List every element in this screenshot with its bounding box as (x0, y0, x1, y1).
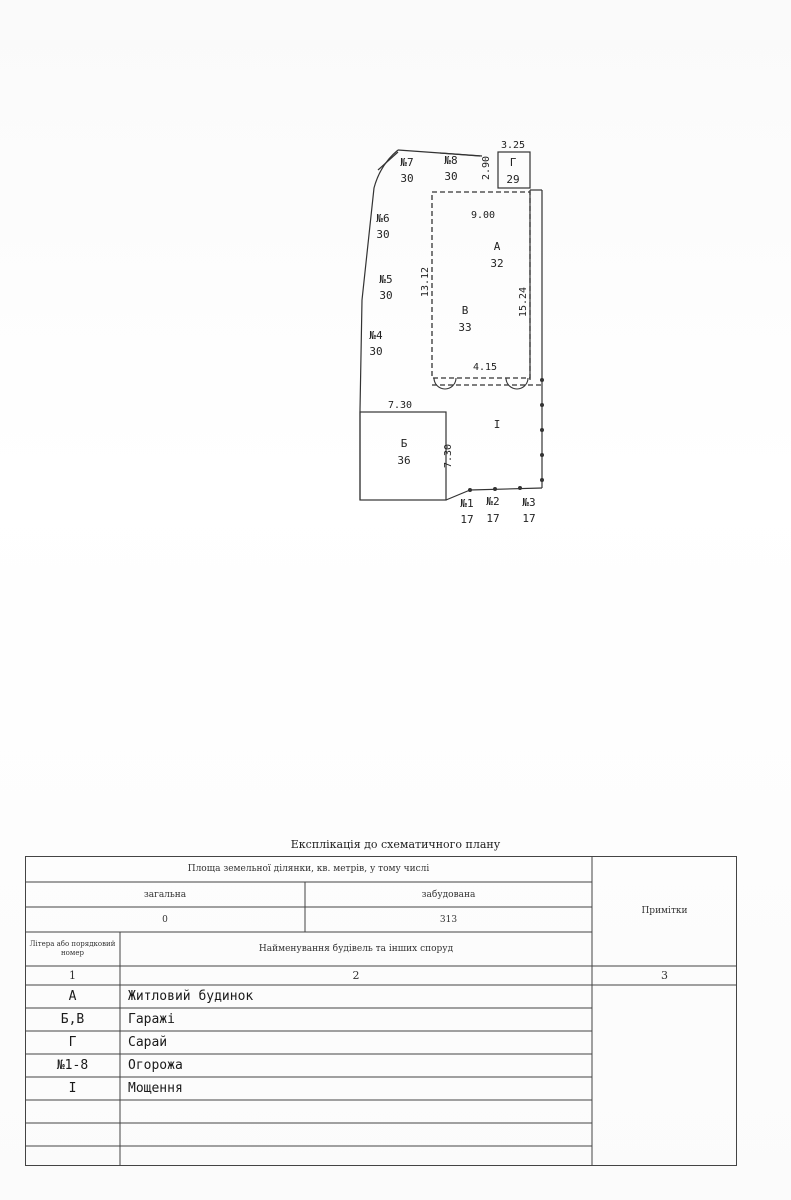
building-label-v: В (461, 304, 469, 317)
building-number-a: 32 (490, 257, 504, 270)
dimension-4-15: 4.15 (472, 362, 498, 373)
fence-1-number: 17 (460, 513, 474, 526)
built-area-value: 313 (439, 914, 458, 925)
paving-label: І (493, 418, 501, 431)
row-letter: А (68, 989, 77, 1004)
dimension-2-90: 2.90 (481, 155, 492, 181)
column-number-1: 1 (69, 969, 76, 982)
column-number-3: 3 (661, 969, 668, 982)
building-number-b: 36 (397, 454, 411, 467)
fence-3-number: 17 (522, 512, 536, 525)
explication-title: Експлікація до схематичного плану (290, 838, 501, 851)
row-letter (25, 1100, 120, 1123)
fence-2-label: №2 (486, 495, 500, 508)
dimension-7-30-top: 7.30 (387, 400, 413, 411)
fence-8-number: 30 (444, 170, 458, 183)
fence-8-label: №8 (444, 154, 458, 167)
fence-2-number: 17 (486, 512, 500, 525)
row-letter (25, 1146, 120, 1166)
building-number-g: 29 (506, 173, 520, 186)
fence-6-number: 30 (376, 228, 390, 241)
row-letter: №1-8 (56, 1058, 89, 1073)
column-number-2: 2 (352, 969, 360, 982)
fence-3-label: №3 (522, 496, 536, 509)
total-area-label: загальна (143, 889, 187, 900)
dimension-15-24: 15.24 (518, 286, 529, 318)
fence-4-number: 30 (369, 345, 383, 358)
total-area-value: 0 (162, 914, 168, 925)
row-letter: І (68, 1081, 77, 1096)
row-name (120, 1146, 592, 1166)
fence-7-number: 30 (400, 172, 414, 185)
row-letter: Б,В (60, 1012, 85, 1027)
fence-6-label: №6 (376, 212, 390, 225)
fence-4-label: №4 (369, 329, 383, 342)
building-label-b: Б (400, 437, 408, 450)
letter-column-header: Літера або порядковий номер (29, 940, 116, 957)
dimension-3-25: 3.25 (500, 140, 526, 151)
fence-5-label: №5 (379, 273, 393, 286)
row-name: Гаражі (128, 1012, 175, 1027)
explication-table (25, 856, 737, 1166)
fence-5-number: 30 (379, 289, 393, 302)
name-column-header: Найменування будівель та інших споруд (258, 944, 454, 954)
row-letter (25, 1123, 120, 1146)
row-name: Мощення (128, 1081, 183, 1096)
row-name: Житловий будинок (128, 989, 254, 1004)
row-name (120, 1123, 592, 1146)
building-number-v: 33 (458, 321, 472, 334)
row-letter: Г (68, 1035, 77, 1050)
dimension-7-30-side: 7.30 (443, 443, 454, 469)
building-label-a: А (493, 240, 501, 253)
row-name: Сарай (128, 1035, 168, 1050)
area-header: Площа земельної ділянки, кв. метрів, у тому числі (187, 864, 430, 874)
fence-1-label: №1 (460, 497, 474, 510)
dimension-9-00: 9.00 (470, 210, 496, 221)
dimension-13-12: 13.12 (420, 266, 431, 298)
notes-header: Примітки (641, 906, 688, 916)
building-label-g: Г (509, 156, 517, 169)
fence-7-label: №7 (400, 156, 414, 169)
row-name (120, 1100, 592, 1123)
built-area-label: забудована (421, 889, 476, 900)
row-name: Огорожа (128, 1058, 183, 1073)
